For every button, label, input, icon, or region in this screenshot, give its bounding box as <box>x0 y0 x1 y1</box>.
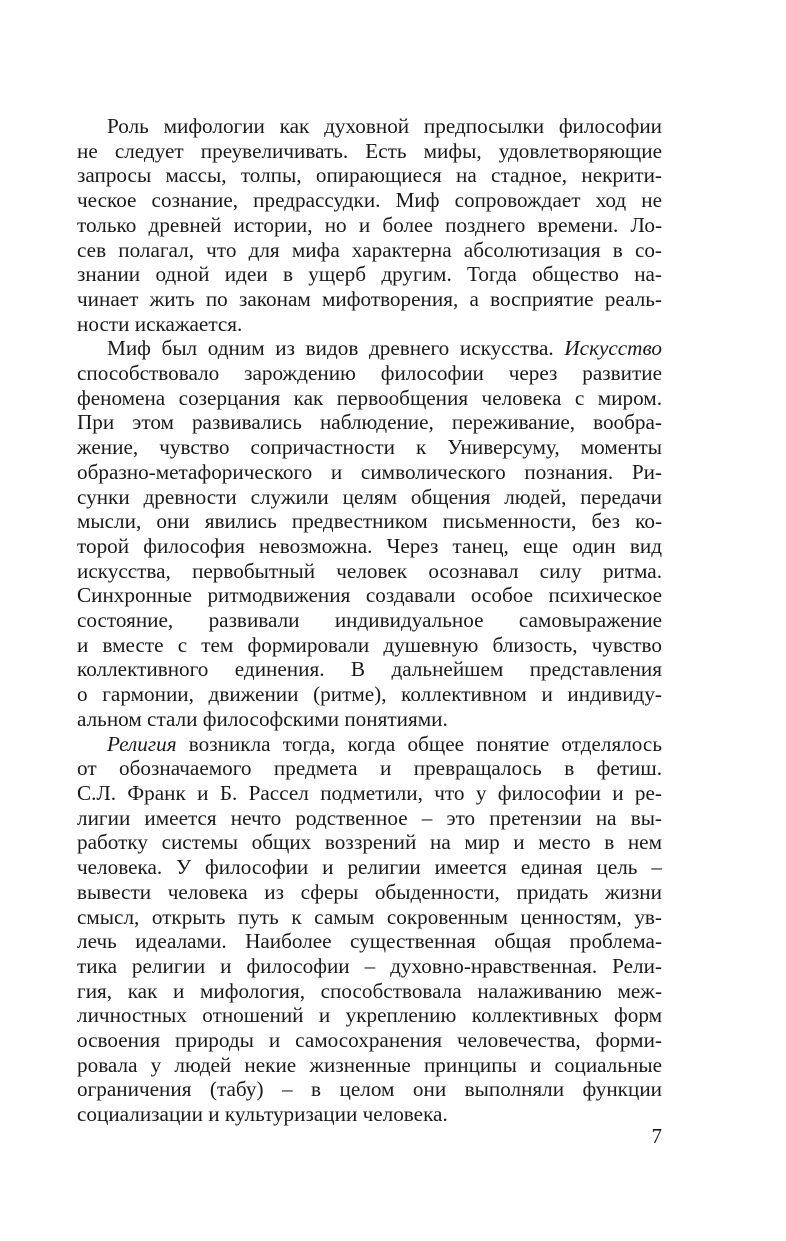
text-line: запросы массы, толпы, опирающиеся на стадное, некрити- <box>77 163 662 188</box>
text-line: коллективного единения. В дальнейшем представления <box>77 657 662 682</box>
paragraph-mythology <box>77 114 662 336</box>
text-run: возникла тогда, когда общее понятие отделялось <box>176 731 662 756</box>
text-line: знании одной идеи в ущерб другим. Тогда общество на- <box>77 262 662 287</box>
text-line: При этом развивались наблюдение, переживание, вообра- <box>77 410 662 435</box>
text-line: ровала у людей некие жизненные принципы и социальные <box>77 1052 662 1077</box>
text-line: сев полагал, что для мифа характерна абсолютизация в со- <box>77 237 662 262</box>
text-line <box>77 732 662 757</box>
text-line: ности искажается. <box>77 311 243 336</box>
page-body <box>77 114 662 1127</box>
text-line: не следует преувеличивать. Есть мифы, удовлетворяющие <box>77 138 662 163</box>
text-line: феномена созерцания как первообщения человека с миром. <box>77 385 662 410</box>
text-line: чинает жить по законам мифотворения, а восприятие реаль- <box>77 286 662 311</box>
text-line: социализации и культуризации человека. <box>77 1102 448 1127</box>
paragraph-religion <box>77 732 662 1127</box>
text-line: смысл, открыть путь к самым сокровенным ценностям, ув- <box>77 904 662 929</box>
text-line: ческое сознание, предрассудки. Миф сопровождает ход не <box>77 188 662 213</box>
page-number: 7 <box>651 1124 662 1148</box>
text-line: человека. У философии и религии имеется единая цель – <box>77 855 662 880</box>
text-line: гия, как и мифология, способствовала налаживанию меж- <box>77 978 662 1003</box>
text-line: тика религии и философии – духовно-нравственная. Рели- <box>77 953 662 978</box>
text-line: Роль мифологии как духовной предпосылки философии <box>107 114 662 138</box>
text-line: состояние, развивали индивидуальное самовыражение <box>77 608 662 633</box>
text-run: Миф был одним из видов древнего искусства. <box>107 336 565 361</box>
text-line: мысли, они явились предвестником письменности, без ко- <box>77 509 662 534</box>
paragraph-art <box>77 336 662 731</box>
emphasized-term: Искусство <box>564 336 662 361</box>
text-line: только древней истории, но и более позднего времени. Ло- <box>77 212 662 237</box>
text-line: о гармонии, движении (ритме), коллективном и индивиду- <box>77 682 662 707</box>
text-line: искусства, первобытный человек осознавал силу ритма. <box>77 558 662 583</box>
text-line: и вместе с тем формировали душевную близость, чувство <box>77 632 662 657</box>
text-line: личностных отношений и укреплению коллективных форм <box>77 1003 662 1028</box>
text-line: от обозначаемого предмета и превращалось в фетиш. <box>77 756 662 781</box>
text-line: торой философия невозможна. Через танец, еще один вид <box>77 533 662 558</box>
text-line: жение, чувство сопричастности к Универсуму, моменты <box>77 435 662 460</box>
text-line <box>77 336 662 361</box>
text-line: Синхронные ритмодвижения создавали особое психическое <box>77 583 662 608</box>
text-line: образно-метафорического и символического познания. Ри- <box>77 459 662 484</box>
emphasized-term: Религия <box>107 731 177 756</box>
text-line: сунки древности служили целям общения людей, передачи <box>77 484 662 509</box>
text-line: ограничения (табу) – в целом они выполняли функции <box>77 1077 662 1102</box>
text-line: лечь идеалами. Наиболее существенная общая проблема- <box>77 929 662 954</box>
text-line: С.Л. Франк и Б. Рассел подметили, что у философии и ре- <box>77 780 662 805</box>
text-line: альном стали философскими понятиями. <box>77 706 448 731</box>
text-line: способствовало зарождению философии через развитие <box>77 361 662 386</box>
text-line: работку системы общих воззрений на мир и место в нем <box>77 830 662 855</box>
text-line: лигии имеется нечто родственное – это претензии на вы- <box>77 805 662 830</box>
text-line: вывести человека из сферы обыденности, придать жизни <box>77 879 662 904</box>
text-line: освоения природы и самосохранения человечества, форми- <box>77 1028 662 1053</box>
